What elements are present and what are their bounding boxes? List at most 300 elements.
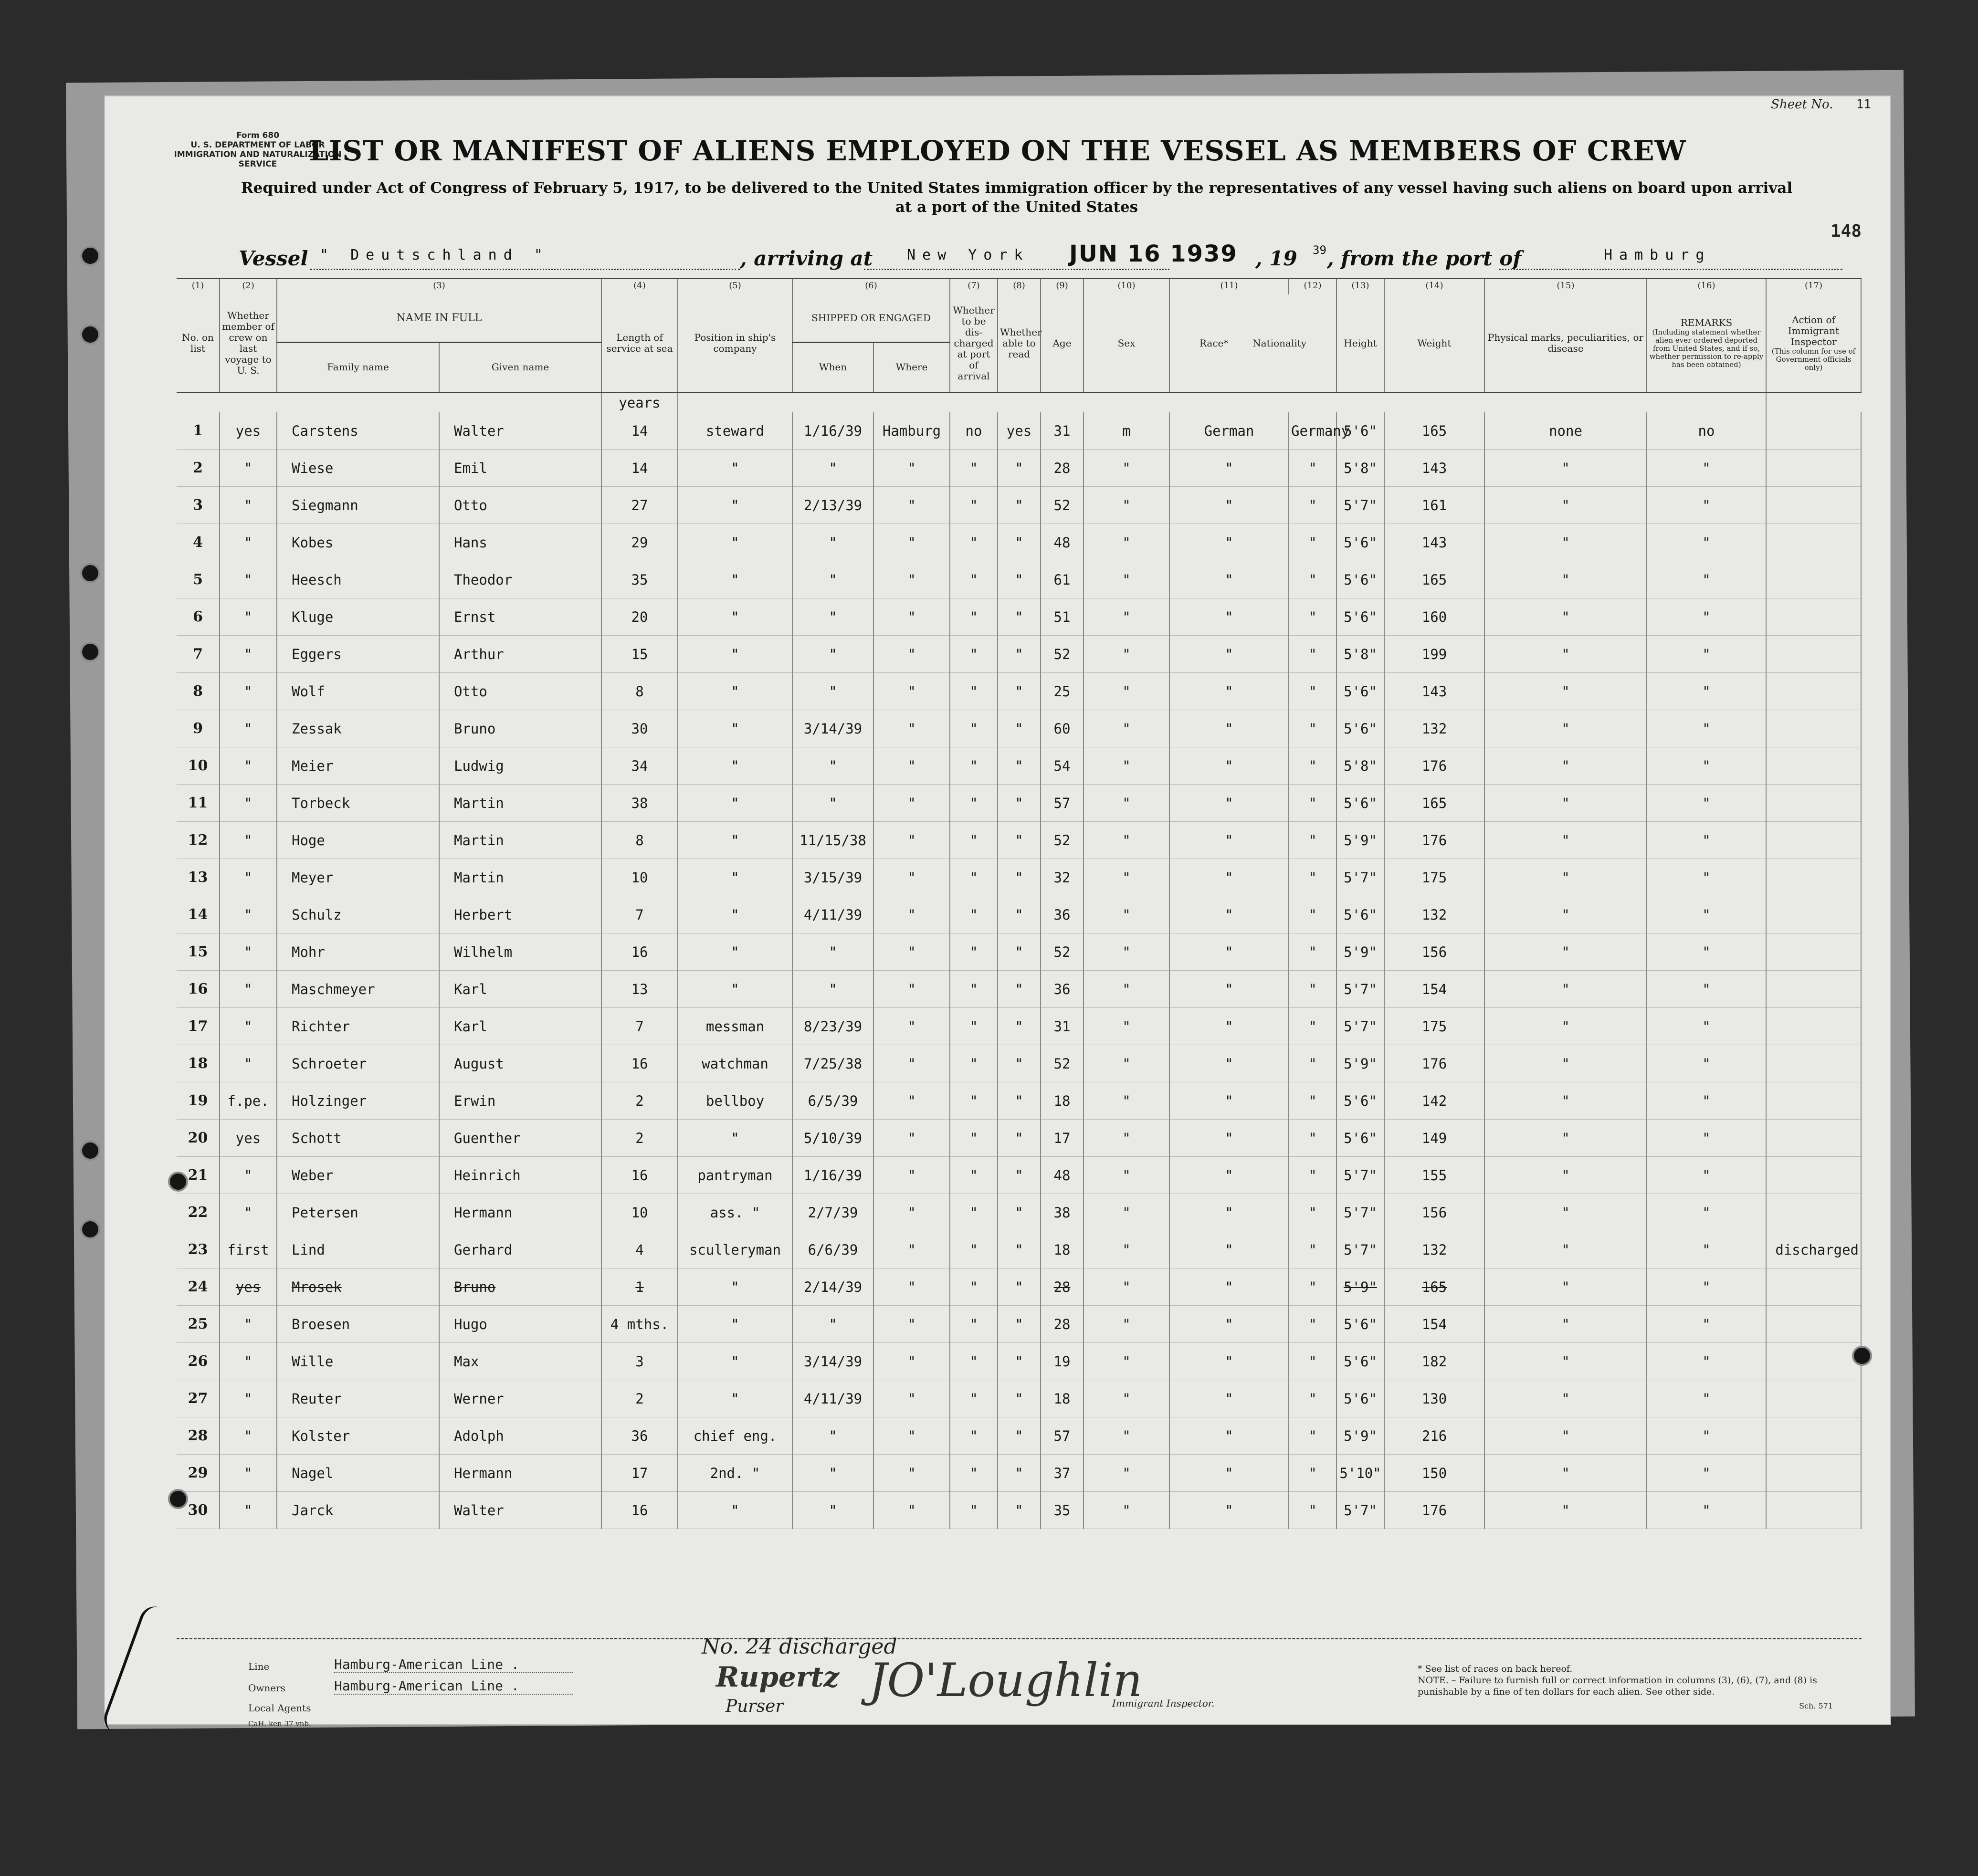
cell-given: Walter — [439, 412, 601, 450]
cell-service: 15 — [601, 636, 678, 673]
cell-height: 5'6" — [1336, 1380, 1384, 1417]
cell-member: " — [220, 450, 277, 487]
cell-given: Gerhard — [439, 1231, 601, 1268]
from-label: , from the port of — [1327, 247, 1522, 270]
cell-race: " — [1169, 524, 1289, 561]
cell-age: 52 — [1041, 822, 1084, 859]
cell-action: discharged — [1766, 1231, 1861, 1268]
cell-nationality: " — [1289, 896, 1336, 933]
cell-where: " — [873, 1268, 950, 1306]
cell-race: " — [1169, 636, 1289, 673]
cell-age: 36 — [1041, 971, 1084, 1008]
cell-remarks: " — [1647, 785, 1766, 822]
cell-physical: " — [1484, 1157, 1647, 1194]
cell-service: 4 — [601, 1231, 678, 1268]
table-row — [177, 747, 1861, 785]
table-row — [177, 1082, 1861, 1120]
table-row — [177, 673, 1861, 710]
cell-action — [1766, 1194, 1861, 1231]
column-number-row — [177, 279, 1861, 294]
cell-position: " — [678, 1268, 792, 1306]
cell-weight: 132 — [1384, 896, 1484, 933]
arrival-port: New York — [907, 247, 1030, 263]
cell-where: " — [873, 1120, 950, 1157]
cell-nationality: " — [1289, 933, 1336, 971]
cell-member: " — [220, 1455, 277, 1492]
header-physical: Physical marks, peculiarities, or disease — [1484, 294, 1647, 393]
cell-remarks: " — [1647, 450, 1766, 487]
cell-member: " — [220, 636, 277, 673]
cell-physical: " — [1484, 896, 1647, 933]
cell-given: Erwin — [439, 1082, 601, 1120]
cell-remarks: " — [1647, 971, 1766, 1008]
col-num-16: (16) — [1647, 279, 1766, 294]
cell-family: Richter — [277, 1008, 439, 1045]
cell-read: " — [998, 747, 1041, 785]
cell-where: " — [873, 710, 950, 747]
cell-family: Wolf — [277, 673, 439, 710]
cell-position: " — [678, 1343, 792, 1380]
cell-sex: " — [1084, 1268, 1169, 1306]
punch-hole — [80, 642, 100, 662]
owners-label: Owners — [248, 1682, 286, 1694]
cell-physical: " — [1484, 598, 1647, 636]
cell-where: " — [873, 896, 950, 933]
cell-physical: " — [1484, 1231, 1647, 1268]
cell-physical: " — [1484, 747, 1647, 785]
cell-sex: " — [1084, 524, 1169, 561]
cell-weight: 156 — [1384, 933, 1484, 971]
cell-no: 19 — [177, 1082, 220, 1120]
cell-member: " — [220, 896, 277, 933]
cell-sex: " — [1084, 1455, 1169, 1492]
cell-service: 36 — [601, 1417, 678, 1455]
cell-where: " — [873, 971, 950, 1008]
cell-read: " — [998, 673, 1041, 710]
cell-member: " — [220, 1343, 277, 1380]
cell-sex: m — [1084, 412, 1169, 450]
cell-height: 5'6" — [1336, 673, 1384, 710]
cell-age: 52 — [1041, 1045, 1084, 1082]
cell-remarks: " — [1647, 1231, 1766, 1268]
col-num-6: (6) — [792, 279, 950, 294]
cell-where: " — [873, 1306, 950, 1343]
cell-sex: " — [1084, 1492, 1169, 1529]
cell-remarks: " — [1647, 896, 1766, 933]
cell-when: " — [792, 933, 873, 971]
table-row — [177, 971, 1861, 1008]
cell-service: 13 — [601, 971, 678, 1008]
cell-given: Martin — [439, 859, 601, 896]
cell-remarks: " — [1647, 561, 1766, 598]
cell-read: " — [998, 1045, 1041, 1082]
cell-height: 5'9" — [1336, 822, 1384, 859]
cell-read: yes — [998, 412, 1041, 450]
cell-member: f.pe. — [220, 1082, 277, 1120]
list-number: 148 — [1830, 221, 1862, 241]
cell-weight: 216 — [1384, 1417, 1484, 1455]
cell-family: Kobes — [277, 524, 439, 561]
cell-sex: " — [1084, 1194, 1169, 1231]
cell-weight: 176 — [1384, 747, 1484, 785]
header-height: Height — [1336, 294, 1384, 393]
header-family-name: Family name — [277, 342, 439, 392]
cell-weight: 165 — [1384, 561, 1484, 598]
cell-weight: 160 — [1384, 598, 1484, 636]
cell-no: 27 — [177, 1380, 220, 1417]
header-shipped-engaged: SHIPPED OR ENGAGED — [792, 294, 950, 342]
cell-where: " — [873, 450, 950, 487]
cell-weight: 154 — [1384, 1306, 1484, 1343]
table-row — [177, 1417, 1861, 1455]
cell-discharge: " — [950, 1194, 998, 1231]
cell-nationality: " — [1289, 1268, 1336, 1306]
cell-given: Bruno — [439, 710, 601, 747]
table-row — [177, 598, 1861, 636]
cell-physical: " — [1484, 859, 1647, 896]
cell-given: Werner — [439, 1380, 601, 1417]
table-row — [177, 710, 1861, 747]
cell-given: Otto — [439, 673, 601, 710]
cell-read: " — [998, 1455, 1041, 1492]
table-row — [177, 636, 1861, 673]
cell-family: Torbeck — [277, 785, 439, 822]
cell-height: 5'7" — [1336, 1231, 1384, 1268]
cell-weight: 143 — [1384, 673, 1484, 710]
cell-family: Schulz — [277, 896, 439, 933]
cell-nationality: " — [1289, 450, 1336, 487]
header-able-read: Whether able to read — [998, 294, 1041, 393]
cell-no: 16 — [177, 971, 220, 1008]
cell-when: 6/5/39 — [792, 1082, 873, 1120]
cell-action — [1766, 1492, 1861, 1529]
cell-family: Heesch — [277, 561, 439, 598]
cell-age: 61 — [1041, 561, 1084, 598]
cell-position: " — [678, 561, 792, 598]
cell-no: 17 — [177, 1008, 220, 1045]
cell-given: Otto — [439, 487, 601, 524]
cell-member: " — [220, 971, 277, 1008]
cell-nationality: " — [1289, 1008, 1336, 1045]
cell-where: " — [873, 747, 950, 785]
cell-nationality: " — [1289, 1120, 1336, 1157]
cell-age: 60 — [1041, 710, 1084, 747]
cell-member: first — [220, 1231, 277, 1268]
cell-no: 6 — [177, 598, 220, 636]
cell-when: 1/16/39 — [792, 1157, 873, 1194]
cell-action — [1766, 1157, 1861, 1194]
cell-when: " — [792, 1417, 873, 1455]
cell-where: " — [873, 1343, 950, 1380]
cell-remarks: " — [1647, 636, 1766, 673]
header-nationality: Nationality — [1252, 337, 1307, 349]
cell-service: 7 — [601, 1008, 678, 1045]
cell-read: " — [998, 822, 1041, 859]
cell-when: " — [792, 450, 873, 487]
cell-action — [1766, 747, 1861, 785]
form-number: Form 680 — [236, 131, 280, 140]
cell-when: 3/15/39 — [792, 859, 873, 896]
cell-race: " — [1169, 1045, 1289, 1082]
cell-given: Martin — [439, 822, 601, 859]
cell-remarks: " — [1647, 1120, 1766, 1157]
cell-member: yes — [220, 1268, 277, 1306]
cell-where: " — [873, 1492, 950, 1529]
header-when: When — [792, 342, 873, 392]
cell-when: 5/10/39 — [792, 1120, 873, 1157]
cell-physical: " — [1484, 971, 1647, 1008]
punch-hole — [80, 563, 100, 583]
cell-action — [1766, 1455, 1861, 1492]
cell-when: 2/14/39 — [792, 1268, 873, 1306]
cell-when: " — [792, 1306, 873, 1343]
cell-no: 12 — [177, 822, 220, 859]
cell-when: 3/14/39 — [792, 1343, 873, 1380]
cell-when: " — [792, 1492, 873, 1529]
cell-weight: 161 — [1384, 487, 1484, 524]
cell-race: German — [1169, 412, 1289, 450]
cell-action — [1766, 450, 1861, 487]
schedule-number: Sch. 571 — [1799, 1701, 1833, 1710]
cell-weight: 132 — [1384, 1231, 1484, 1268]
header-remarks-title: REMARKS — [1680, 317, 1733, 328]
cell-race: " — [1169, 1380, 1289, 1417]
years-unit: years — [601, 393, 678, 413]
cell-physical: " — [1484, 1008, 1647, 1045]
cell-position: steward — [678, 412, 792, 450]
cell-family: Jarck — [277, 1492, 439, 1529]
cell-given: Hugo — [439, 1306, 601, 1343]
cell-nationality: " — [1289, 561, 1336, 598]
cell-sex: " — [1084, 1008, 1169, 1045]
cell-action — [1766, 1306, 1861, 1343]
cell-remarks: no — [1647, 412, 1766, 450]
cell-family: Holzinger — [277, 1082, 439, 1120]
cell-discharge: " — [950, 1231, 998, 1268]
header-action — [1766, 294, 1861, 393]
cell-no: 2 — [177, 450, 220, 487]
cell-remarks: " — [1647, 822, 1766, 859]
cell-sex: " — [1084, 598, 1169, 636]
cell-read: " — [998, 1008, 1041, 1045]
arriving-label: , arriving at — [740, 247, 873, 270]
cell-member: yes — [220, 412, 277, 450]
cell-physical: " — [1484, 1417, 1647, 1455]
cell-remarks: " — [1647, 1455, 1766, 1492]
table-row — [177, 1194, 1861, 1231]
cell-read: " — [998, 1120, 1041, 1157]
cell-action — [1766, 561, 1861, 598]
cell-discharge: " — [950, 1045, 998, 1082]
cell-no: 5 — [177, 561, 220, 598]
cell-member: " — [220, 1045, 277, 1082]
header-age: Age — [1041, 294, 1084, 393]
cell-no: 28 — [177, 1417, 220, 1455]
table-row — [177, 822, 1861, 859]
cell-discharge: " — [950, 1268, 998, 1306]
print-code: CaH. ken 37 vnb. — [248, 1719, 311, 1728]
cell-nationality: " — [1289, 1194, 1336, 1231]
cell-read: " — [998, 933, 1041, 971]
cell-family: Reuter — [277, 1380, 439, 1417]
cell-position: sculleryman — [678, 1231, 792, 1268]
cell-action — [1766, 971, 1861, 1008]
cell-discharge: " — [950, 450, 998, 487]
cell-race: " — [1169, 1231, 1289, 1268]
cell-action — [1766, 710, 1861, 747]
cell-family: Kolster — [277, 1417, 439, 1455]
cell-member: " — [220, 747, 277, 785]
cell-service: 3 — [601, 1343, 678, 1380]
purser-signature: Rupertz — [716, 1661, 840, 1693]
cell-height: 5'9" — [1336, 1268, 1384, 1306]
cell-weight: 155 — [1384, 1157, 1484, 1194]
cell-when: " — [792, 524, 873, 561]
cell-where: " — [873, 859, 950, 896]
page-title: LIST OR MANIFEST OF ALIENS EMPLOYED ON THE VESSEL AS MEMBERS OF CREW — [309, 135, 1686, 167]
cell-age: 32 — [1041, 859, 1084, 896]
cell-position: " — [678, 1306, 792, 1343]
cell-race: " — [1169, 561, 1289, 598]
cell-read: " — [998, 450, 1041, 487]
cell-remarks: " — [1647, 1045, 1766, 1082]
punch-hole — [1852, 1346, 1872, 1366]
cell-race: " — [1169, 785, 1289, 822]
table-row — [177, 1045, 1861, 1082]
cell-weight: 143 — [1384, 524, 1484, 561]
cell-no: 14 — [177, 896, 220, 933]
cell-where: " — [873, 561, 950, 598]
col-num-3: (3) — [277, 279, 601, 294]
cell-action — [1766, 785, 1861, 822]
owners-value: Hamburg-American Line . — [334, 1678, 573, 1695]
cell-weight: 175 — [1384, 859, 1484, 896]
cell-position: watchman — [678, 1045, 792, 1082]
header-weight: Weight — [1384, 294, 1484, 393]
cell-when: " — [792, 971, 873, 1008]
year-suffix: 39 — [1313, 243, 1326, 257]
cell-sex: " — [1084, 1045, 1169, 1082]
cell-physical: " — [1484, 1120, 1647, 1157]
vessel-name: " Deutschland " — [320, 247, 549, 263]
cell-given: Emil — [439, 450, 601, 487]
cell-no: 20 — [177, 1120, 220, 1157]
footer — [177, 1635, 1862, 1728]
cell-action — [1766, 412, 1861, 450]
cell-member: " — [220, 598, 277, 636]
cell-weight: 165 — [1384, 785, 1484, 822]
cell-physical: " — [1484, 673, 1647, 710]
cell-member: " — [220, 673, 277, 710]
header-position: Position in ship's company — [678, 294, 792, 393]
subtitle-line-2: at a port of the United States — [895, 199, 1138, 216]
cell-sex: " — [1084, 822, 1169, 859]
cell-where: " — [873, 1380, 950, 1417]
cell-sex: " — [1084, 1082, 1169, 1120]
header-discharged: Whether to be dis-charged at port of arrival — [950, 294, 998, 393]
cell-read: " — [998, 971, 1041, 1008]
cell-where: " — [873, 1008, 950, 1045]
table-row — [177, 859, 1861, 896]
col-num-2: (2) — [220, 279, 277, 294]
cell-action — [1766, 598, 1861, 636]
footer-notes — [1418, 1663, 1828, 1698]
cell-sex: " — [1084, 1120, 1169, 1157]
cell-where: " — [873, 785, 950, 822]
cell-family: Meier — [277, 747, 439, 785]
cell-family: Petersen — [277, 1194, 439, 1231]
cell-when: 11/15/38 — [792, 822, 873, 859]
cell-family: Maschmeyer — [277, 971, 439, 1008]
cell-race: " — [1169, 673, 1289, 710]
cell-age: 54 — [1041, 747, 1084, 785]
cell-read: " — [998, 1157, 1041, 1194]
cell-sex: " — [1084, 1417, 1169, 1455]
cell-position: chief eng. — [678, 1417, 792, 1455]
cell-read: " — [998, 1268, 1041, 1306]
cell-remarks: " — [1647, 1380, 1766, 1417]
cell-nationality: " — [1289, 673, 1336, 710]
cell-where: " — [873, 1194, 950, 1231]
table-row — [177, 487, 1861, 524]
department-name: U. S. DEPARTMENT OF LABOR — [190, 140, 325, 150]
years-unit-row — [177, 393, 1861, 413]
cell-when: 4/11/39 — [792, 896, 873, 933]
cell-race: " — [1169, 1082, 1289, 1120]
cell-sex: " — [1084, 1380, 1169, 1417]
cell-remarks: " — [1647, 1306, 1766, 1343]
cell-where: " — [873, 487, 950, 524]
cell-position: " — [678, 1120, 792, 1157]
cell-no: 10 — [177, 747, 220, 785]
cell-no: 25 — [177, 1306, 220, 1343]
cell-nationality: " — [1289, 1231, 1336, 1268]
cell-age: 28 — [1041, 1268, 1084, 1306]
cell-read: " — [998, 896, 1041, 933]
cell-nationality: " — [1289, 598, 1336, 636]
cell-age: 31 — [1041, 412, 1084, 450]
blank-cell — [177, 393, 601, 413]
cell-weight: 176 — [1384, 1492, 1484, 1529]
sheet-number-value: 11 — [1856, 97, 1871, 112]
cell-family: Schroeter — [277, 1045, 439, 1082]
col-num-10: (10) — [1084, 279, 1169, 294]
cell-position: " — [678, 747, 792, 785]
cell-action — [1766, 673, 1861, 710]
cell-physical: " — [1484, 785, 1647, 822]
cell-discharge: " — [950, 1455, 998, 1492]
cell-sex: " — [1084, 1157, 1169, 1194]
agents-label: Local Agents — [248, 1702, 311, 1714]
cell-action — [1766, 636, 1861, 673]
cell-when: " — [792, 598, 873, 636]
penalty-note: NOTE. – Failure to furnish full or correct information in columns (3), (6), (7), and (8) is punishable by a fine of ten dollars for each alien. See other side. — [1418, 1675, 1817, 1697]
cell-race: " — [1169, 1268, 1289, 1306]
cell-given: Herbert — [439, 896, 601, 933]
cell-when: " — [792, 636, 873, 673]
cell-no: 9 — [177, 710, 220, 747]
cell-nationality: " — [1289, 1417, 1336, 1455]
cell-remarks: " — [1647, 1157, 1766, 1194]
cell-nationality: " — [1289, 747, 1336, 785]
header-race: Race* — [1199, 337, 1229, 349]
cell-action — [1766, 1268, 1861, 1306]
departure-underline — [1499, 269, 1842, 270]
cell-action — [1766, 933, 1861, 971]
table-row — [177, 1231, 1861, 1268]
cell-physical: " — [1484, 636, 1647, 673]
cell-sex: " — [1084, 1231, 1169, 1268]
